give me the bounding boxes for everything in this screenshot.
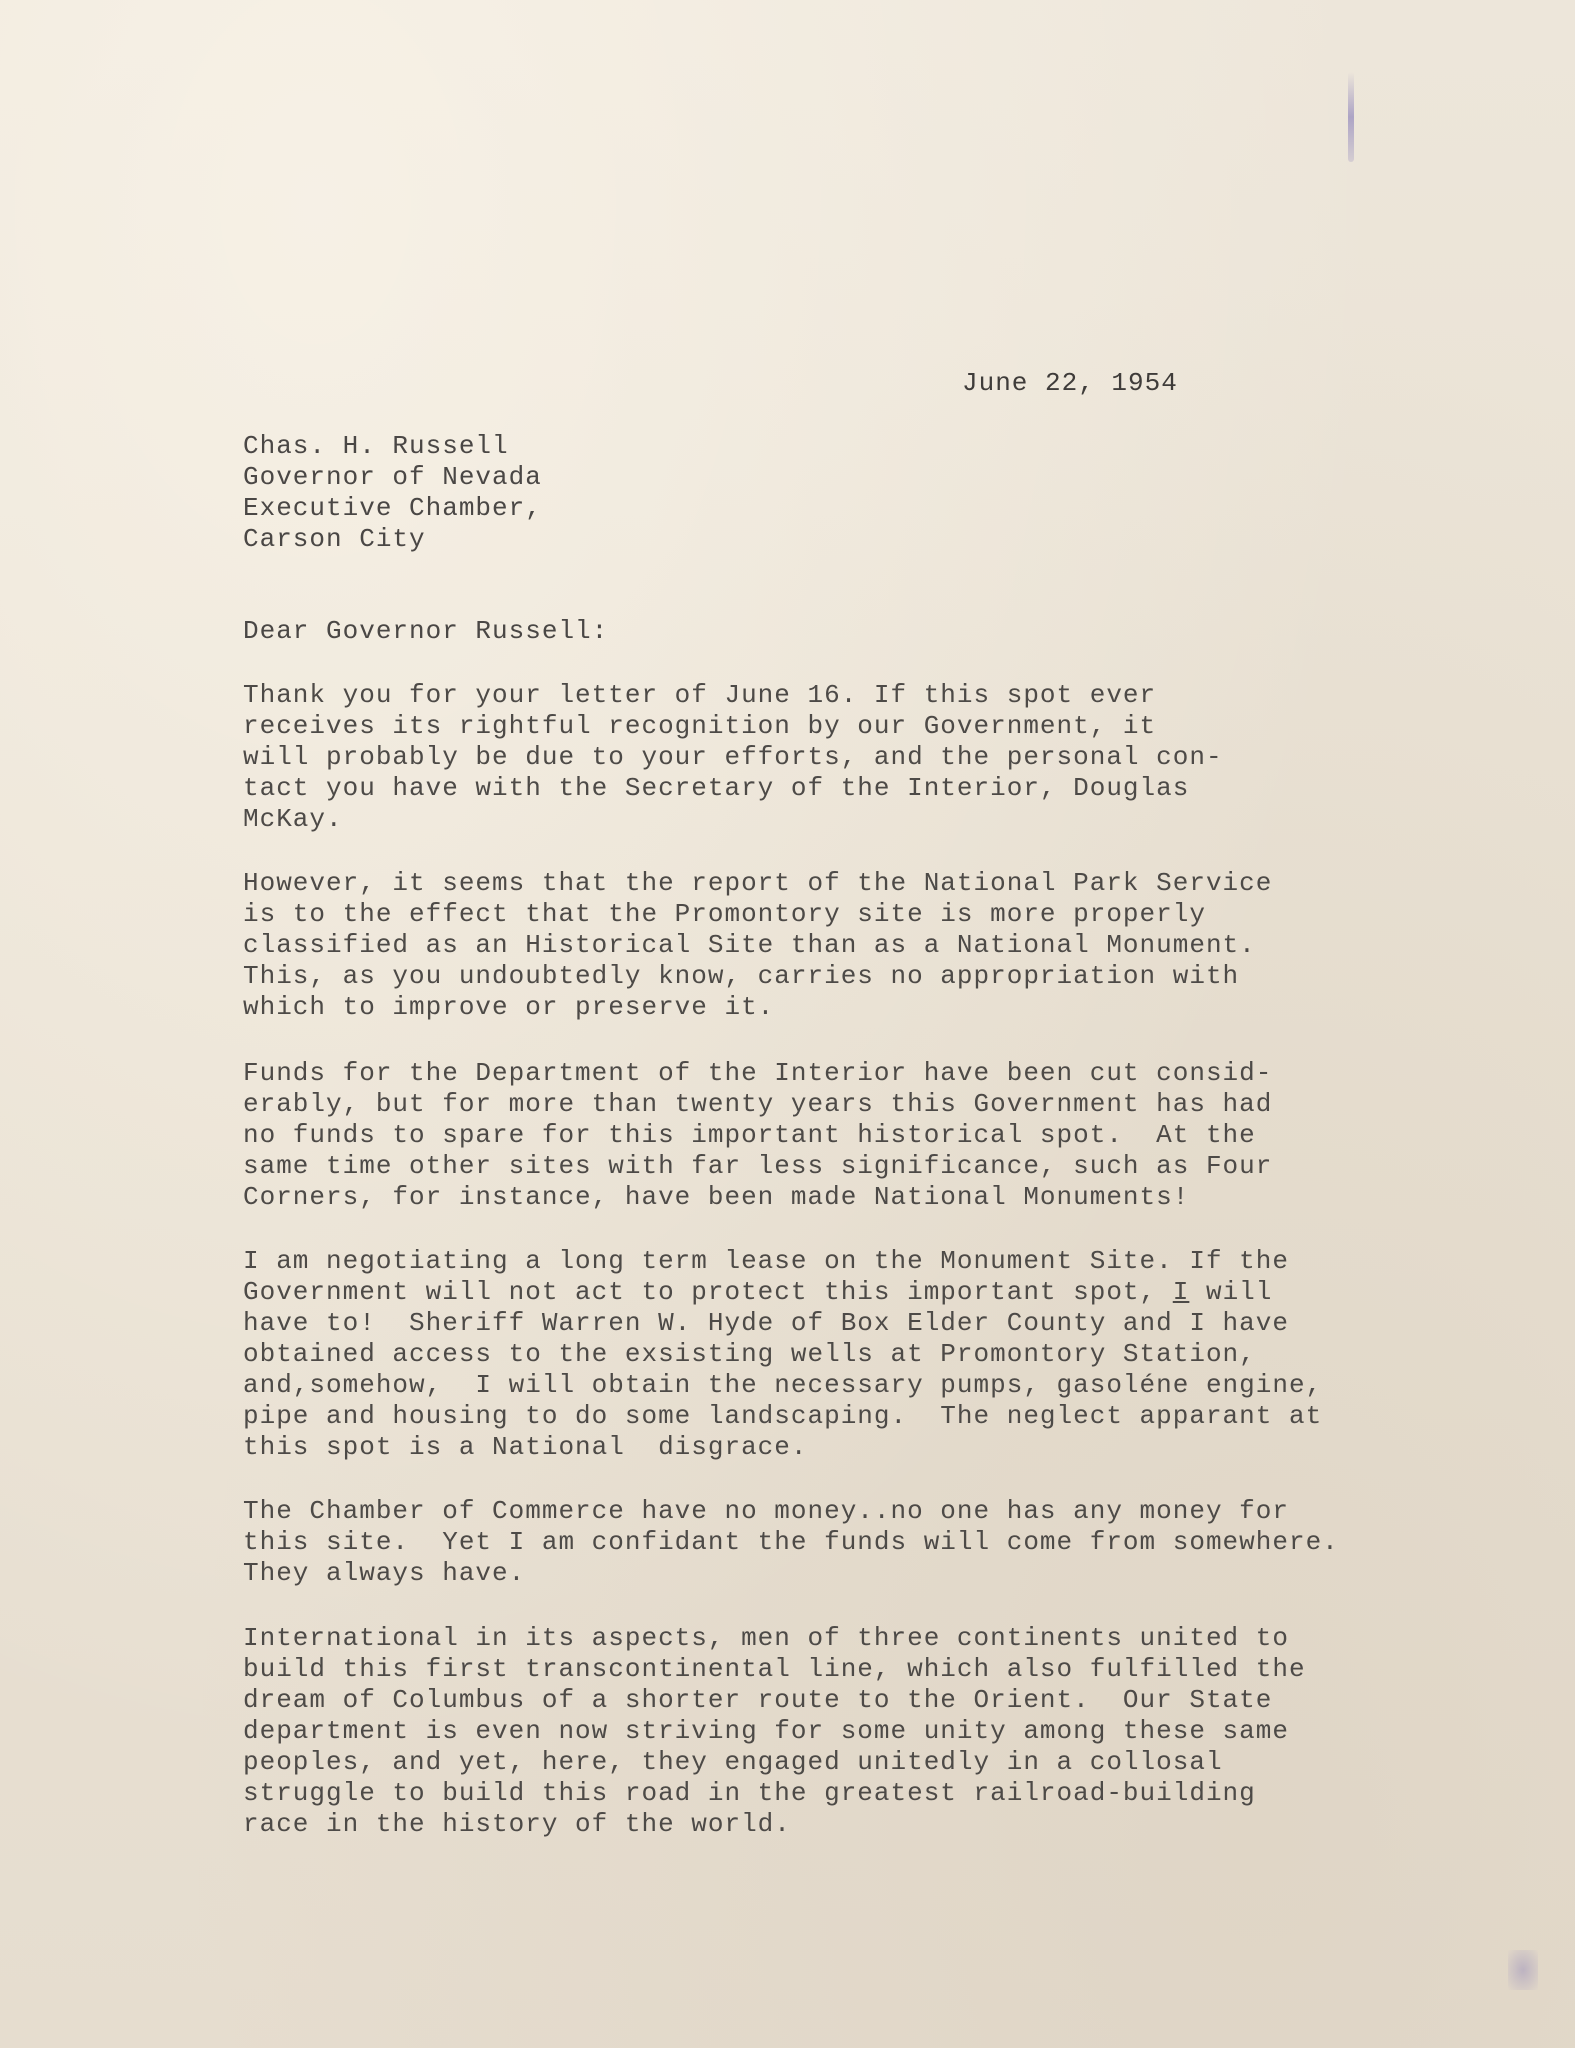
- text-line: peoples, and yet, here, they engaged unitedly in a collosal: [243, 1747, 1223, 1777]
- text-line: struggle to build this road in the greatest railroad-building: [243, 1778, 1256, 1808]
- underlined-word: I: [1172, 1277, 1190, 1307]
- text-line: dream of Columbus of a shorter route to the Orient. Our State: [243, 1685, 1273, 1715]
- body-paragraph: [243, 868, 1272, 1023]
- text-line: erably, but for more than twenty years this Government has had: [243, 1089, 1273, 1119]
- recipient-name: Chas. H. Russell: [243, 431, 509, 461]
- text-line: will probably be due to your efforts, and the personal con-: [243, 742, 1223, 772]
- letter-date: June 22, 1954: [962, 368, 1178, 398]
- text-segment: will: [1189, 1277, 1273, 1307]
- text-line: International in its aspects, men of three continents united to: [243, 1623, 1289, 1653]
- text-line: same time other sites with far less significance, such as Four: [243, 1151, 1273, 1181]
- text-line: They always have.: [243, 1558, 526, 1588]
- text-line: receives its rightful recognition by our Government, it: [243, 711, 1157, 741]
- body-paragraph: [243, 680, 1223, 835]
- text-line: tact you have with the Secretary of the Interior, Douglas: [243, 773, 1190, 803]
- text-line: The Chamber of Commerce have no money..no one has any money for: [243, 1496, 1289, 1526]
- text-line: McKay.: [243, 804, 343, 834]
- text-line: this spot is a National disgrace.: [243, 1432, 808, 1462]
- text-line: have to! Sheriff Warren W. Hyde of Box Elder County and I have: [243, 1308, 1289, 1338]
- body-paragraph: [243, 1058, 1272, 1213]
- text-line: build this first transcontinental line, which also fulfilled the: [243, 1654, 1306, 1684]
- ink-stain-mark: [1508, 1950, 1538, 1990]
- text-line: I am negotiating a long term lease on the Monument Site. If the: [243, 1246, 1289, 1276]
- recipient-title: Governor of Nevada: [243, 462, 542, 492]
- text-line: obtained access to the exsisting wells at Promontory Station,: [243, 1339, 1256, 1369]
- recipient-address: [243, 431, 542, 555]
- body-paragraph: [243, 1246, 1322, 1463]
- body-paragraph: [243, 1623, 1306, 1840]
- text-line: and,somehow, I will obtain the necessary pumps, gasoléne engine,: [243, 1370, 1323, 1400]
- text-line: is to the effect that the Promontory site is more properly: [243, 899, 1206, 929]
- salutation: Dear Governor Russell:: [243, 616, 609, 646]
- text-line: classified as an Historical Site than as a National Monument.: [243, 930, 1256, 960]
- recipient-office: Executive Chamber,: [243, 493, 542, 523]
- body-paragraph: [243, 1496, 1339, 1589]
- text-line: department is even now striving for some unity among these same: [243, 1716, 1289, 1746]
- text-line: Thank you for your letter of June 16. If this spot ever: [243, 680, 1157, 710]
- text-line: [243, 1277, 1322, 1308]
- text-line: race in the history of the world.: [243, 1809, 791, 1839]
- text-line: Corners, for instance, have been made National Monuments!: [243, 1182, 1190, 1212]
- text-line: this site. Yet I am confidant the funds will come from somewhere.: [243, 1527, 1339, 1557]
- text-line: pipe and housing to do some landscaping. The neglect apparant at: [243, 1401, 1323, 1431]
- ink-stain-mark: [1348, 72, 1354, 162]
- text-line: This, as you undoubtedly know, carries no appropriation with: [243, 961, 1240, 991]
- text-line: Funds for the Department of the Interior have been cut consid-: [243, 1058, 1273, 1088]
- text-line: which to improve or preserve it.: [243, 992, 775, 1022]
- text-segment: Government will not act to protect this important spot,: [243, 1277, 1173, 1307]
- text-line: no funds to spare for this important historical spot. At the: [243, 1120, 1256, 1150]
- text-line: However, it seems that the report of the National Park Service: [243, 868, 1273, 898]
- recipient-city: Carson City: [243, 524, 426, 554]
